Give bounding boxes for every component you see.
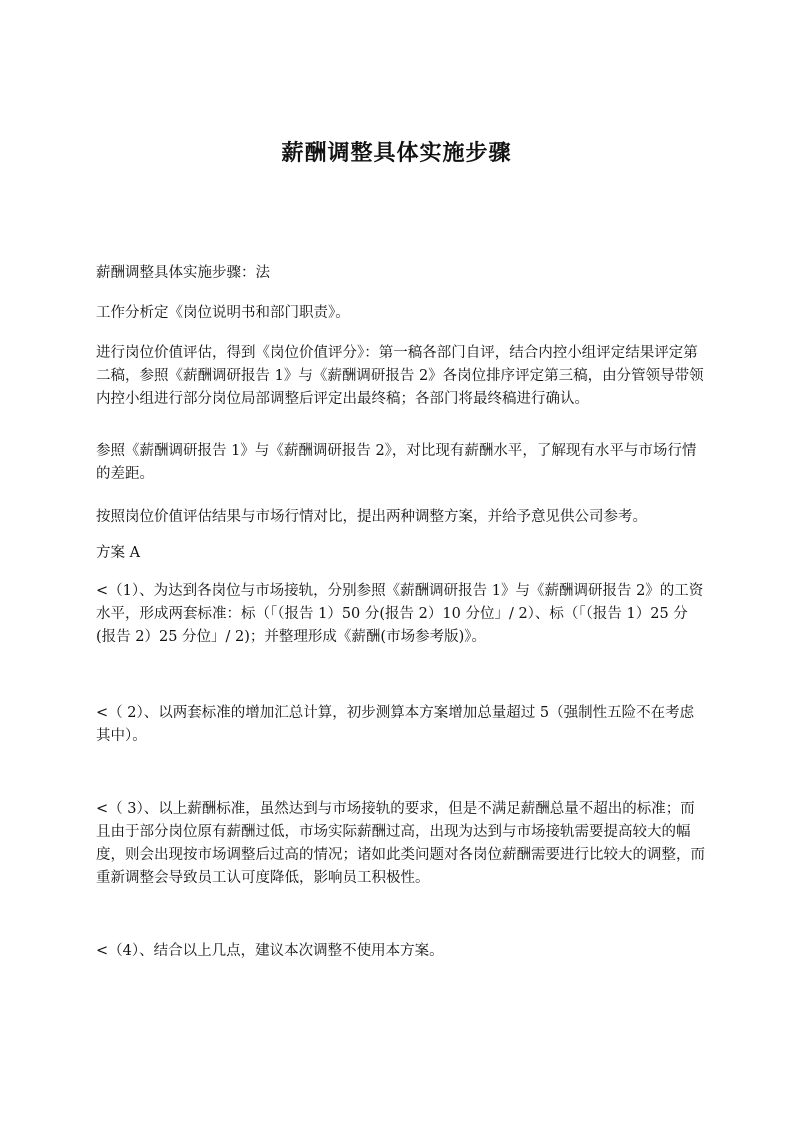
paragraph-plan-a-item-1: <（1）、为达到各岗位与市场接轨，分别参照《薪酬调研报告 1》与《薪酬调研报告 2》的工资水平，形成两套标准：标（「（报告 1）50 分(报告 2）10 分位」/ 2）、标（「（报告 1）25 分(报告 2）25 分位」/ 2)；并整理形成《薪酬(市场参考版)》。 <box>96 583 704 645</box>
paragraph-plan-a-heading: 方案 A <box>96 545 141 561</box>
paragraph-plan-a-item-2: <（ 2）、以两套标准的增加汇总计算，初步测算本方案增加总量超过 5（强制性五险不在考虑其中）。 <box>96 705 695 744</box>
paragraph-proposal-intro: 按照岗位价值评估结果与市场行情对比，提出两种调整方案，并给予意见供公司参考。 <box>96 509 647 525</box>
paragraph-intro: 薪酬调整具体实施步骤：法 <box>96 265 270 281</box>
paragraph-position-evaluation: 进行岗位价值评估，得到《岗位价值评分》：第一稿各部门自评，结合内控小组评定结果评定第二稿，参照《薪酬调研报告 1》与《薪酬调研报告 2》各岗位排序评定第三稿，由分管领导带领内控小组进行部分岗位局部调整后评定出最终稿；各部门将最终稿进行确认。 <box>96 345 704 407</box>
paragraph-market-comparison: 参照《薪酬调研报告 1》与《薪酬调研报告 2》，对比现有薪酬水平，了解现有水平与市场行情的差距。 <box>96 443 697 482</box>
paragraph-job-analysis: 工作分析定《岗位说明书和部门职责》。 <box>96 305 350 321</box>
paragraph-plan-a-item-3: <（ 3）、以上薪酬标准，虽然达到与市场接轨的要求，但是不满足薪酬总量不超出的标准；而且由于部分岗位原有薪酬过低，市场实际薪酬过高，出现为达到与市场接轨需要提高较大的幅度，则会出现按市场调整后过高的情况；诸如此类问题对各岗位薪酬需要进行比较大的调整，而重新调整会导致员工认可度降低，影响员工积极性。 <box>96 801 705 886</box>
document-title: 薪酬调整具体实施步骤 <box>281 141 512 166</box>
paragraph-plan-a-item-4: <（4）、结合以上几点，建议本次调整不使用本方案。 <box>96 943 444 959</box>
